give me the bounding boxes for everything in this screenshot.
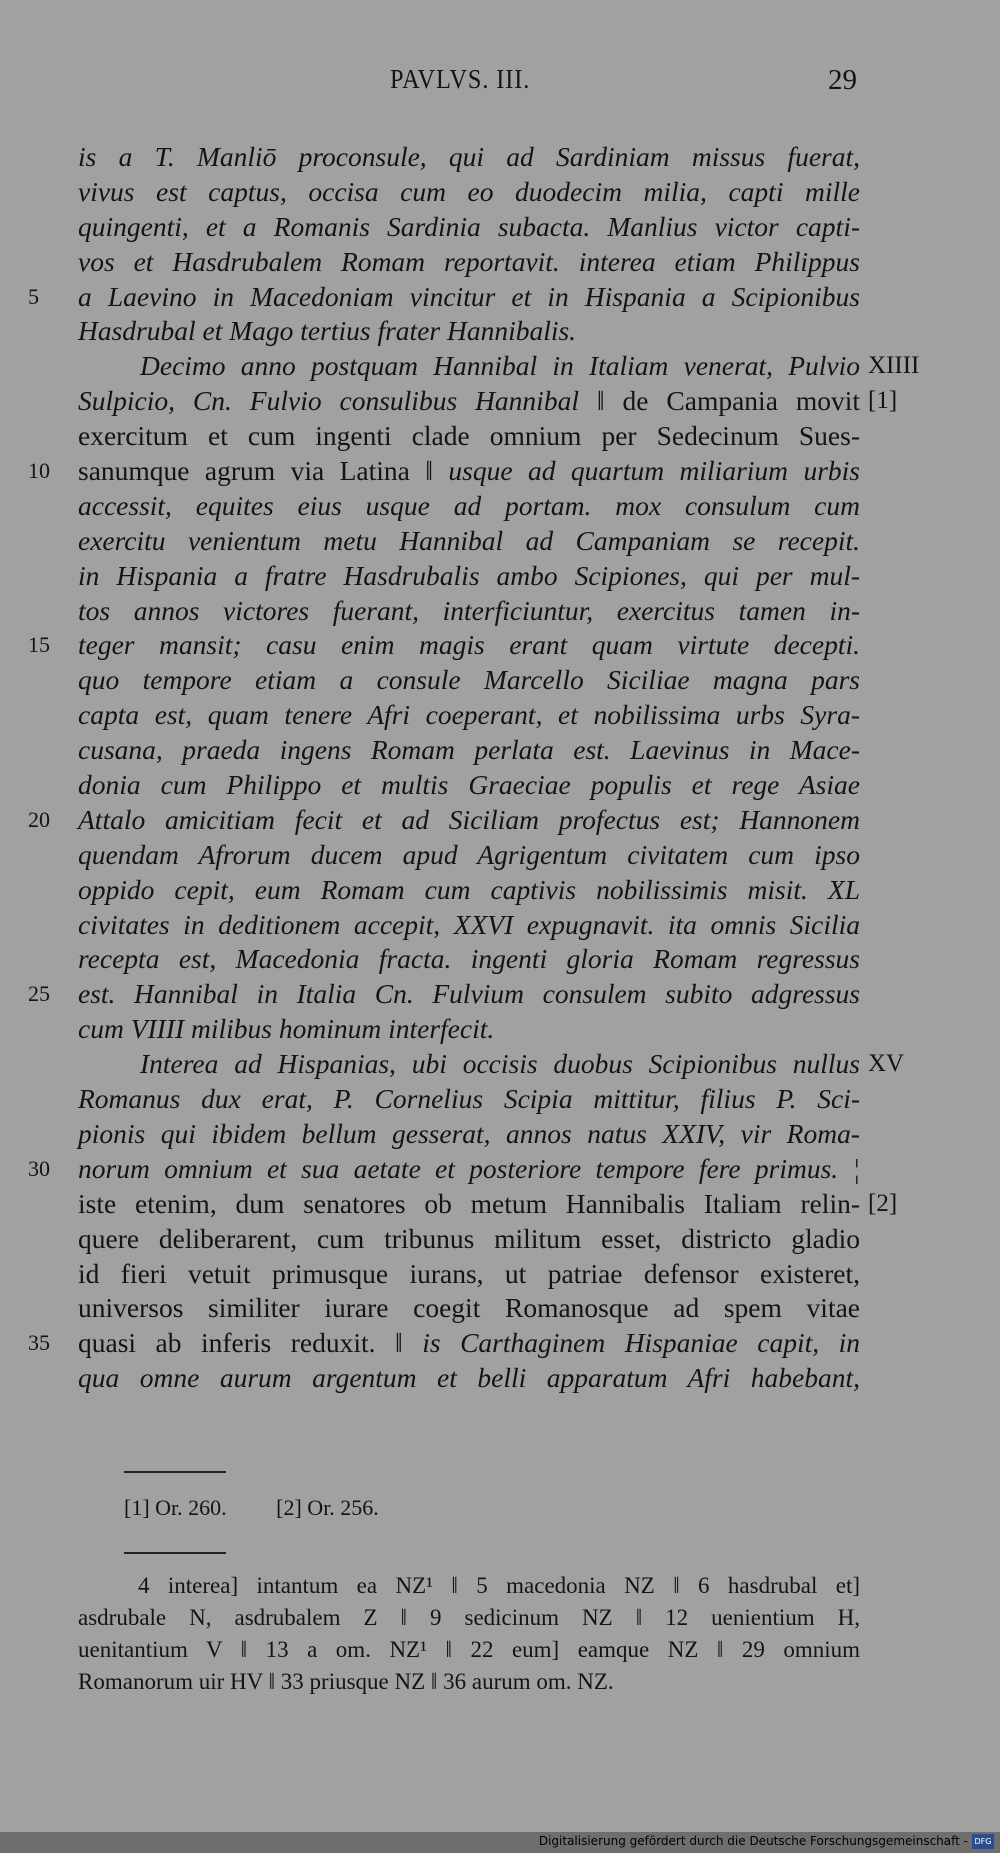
text-line — [0, 803, 1000, 838]
text-line — [0, 838, 1000, 873]
line-text: vivus est captus, occisa cum eo duodecim milia, capti mille — [78, 175, 860, 207]
line-text: pionis qui ibidem bellum gesserat, annos natus XXIV, vir Roma- — [78, 1117, 860, 1149]
text-line — [0, 1361, 1000, 1396]
digitization-footer — [0, 1832, 1000, 1853]
text-line — [0, 908, 1000, 943]
margin-note: [1] — [868, 387, 898, 415]
text-line — [0, 1152, 1000, 1187]
line-number: 5 — [28, 283, 39, 309]
line-text: recepta est, Macedonia fracta. ingenti gloria Romam regressus — [78, 943, 860, 975]
running-header-title: PAVLVS. III. — [390, 64, 531, 94]
line-text: tos annos victores fuerant, interficiuntur, exercitus tamen in- — [78, 594, 860, 626]
line-text: accessit, equites eius usque ad portam. mox consulum cum — [78, 489, 860, 521]
text-line — [0, 942, 1000, 977]
apparatus-line: asdrubale N, asdrubalem Z ‖ 9 sedicinum NZ ‖ 12 uenientium H, — [78, 1605, 860, 1630]
line-text: oppido cepit, eum Romam cum captivis nobilissimis misit. XL — [78, 873, 860, 905]
text-line — [0, 489, 1000, 524]
line-number: 30 — [28, 1155, 50, 1181]
text-line — [0, 1326, 1000, 1361]
text-line — [0, 1291, 1000, 1326]
line-number: 20 — [28, 806, 50, 832]
line-text: exercitum et cum ingenti clade omnium per Sedecinum Sues- — [78, 420, 860, 452]
apparatus-line: 4 interea] intantum ea NZ¹ ‖ 5 macedonia NZ ‖ 6 hasdrubal et] — [138, 1573, 860, 1598]
apparatus-line: Romanorum uir HV ‖ 33 priusque NZ ‖ 36 aurum om. NZ. — [78, 1669, 614, 1694]
line-text: Romanus dux erat, P. Cornelius Scipia mittitur, filius P. Sci- — [78, 1083, 860, 1115]
text-line — [0, 454, 1000, 489]
line-number: 25 — [28, 981, 50, 1007]
line-text: donia cum Philippo et multis Graeciae populis et rege Asiae — [78, 769, 860, 801]
line-text: teger mansit; casu enim magis erant quam virtute decepti. — [78, 629, 860, 661]
line-number: 35 — [28, 1330, 50, 1356]
references — [124, 1495, 423, 1521]
line-text: Attalo amicitiam fecit et ad Siciliam profectus est; Hannonem — [78, 803, 860, 835]
text-line — [0, 977, 1000, 1012]
line-text: Decimo anno postquam Hannibal in Italiam venerat, Pulvio — [140, 350, 860, 382]
critical-apparatus — [78, 1570, 860, 1698]
text-line — [0, 175, 1000, 210]
line-text: a Laevino in Macedoniam vincitur et in Hispania a Scipionibus — [78, 280, 860, 312]
reference-1: [1] Or. 260. — [124, 1495, 227, 1520]
text-line — [0, 245, 1000, 280]
text-line — [0, 349, 1000, 384]
line-text: cusana, praeda ingens Romam perlata est. Laevinus in Mace- — [78, 734, 860, 766]
line-text: quingenti, et a Romanis Sardinia subacta. Manlius victor capti- — [78, 210, 860, 242]
margin-note: [2] — [868, 1189, 898, 1217]
text-line — [0, 873, 1000, 908]
line-text: vos et Hasdrubalem Romam reportavit. interea etiam Philippus — [78, 245, 860, 277]
dfg-logo: DFG — [972, 1834, 994, 1849]
text-line — [0, 768, 1000, 803]
text-line — [0, 314, 1000, 349]
text-line — [0, 280, 1000, 315]
text-line — [0, 140, 1000, 175]
line-text: sanumque agrum via Latina ‖ usque ad quartum miliarium urbis — [78, 455, 860, 487]
line-text: capta est, quam tenere Afri coeperant, et nobilissima urbs Syra- — [78, 699, 860, 731]
apparatus-line: uenitantium V ‖ 13 a om. NZ¹ ‖ 22 eum] eamque NZ ‖ 29 omnium — [78, 1637, 860, 1662]
text-line — [0, 733, 1000, 768]
main-text — [0, 140, 1000, 1396]
text-line — [0, 1187, 1000, 1222]
line-text: quere deliberarent, cum tribunus militum esset, districto gladio — [78, 1222, 860, 1254]
text-line — [0, 524, 1000, 559]
reference-2: [2] Or. 256. — [276, 1495, 379, 1520]
apparatus-separator — [124, 1552, 226, 1554]
text-line — [0, 628, 1000, 663]
line-text: Sulpicio, Cn. Fulvio consulibus Hannibal ‖ de Campania movit — [78, 385, 860, 417]
footer-credit: Digitalisierung gefördert durch die Deutsche Forschungsgemeinschaft - — [538, 1834, 968, 1848]
line-text: universos similiter iurare coegit Romanosque ad spem vitae — [78, 1292, 860, 1324]
line-text: Hasdrubal et Mago tertius frater Hannibalis. — [78, 315, 577, 347]
page-number: 29 — [828, 64, 857, 96]
line-number: 10 — [28, 458, 50, 484]
line-text: exercitu venientum metu Hannibal ad Campaniam se recepit. — [78, 524, 860, 556]
text-line — [0, 698, 1000, 733]
text-line — [0, 663, 1000, 698]
line-text: in Hispania a fratre Hasdrubalis ambo Scipiones, qui per mul- — [78, 559, 860, 591]
line-text: quasi ab inferis reduxit. ‖ is Carthaginem Hispaniae capit, in — [78, 1327, 860, 1359]
line-text: norum omnium et sua aetate et posteriore tempore fere primus. ¦ — [78, 1152, 860, 1184]
line-text: iste etenim, dum senatores ob metum Hannibalis Italiam relin- — [78, 1187, 860, 1219]
text-line — [0, 1222, 1000, 1257]
text-line — [0, 419, 1000, 454]
text-line — [0, 1047, 1000, 1082]
line-text: id fieri vetuit primusque iurans, ut patriae defensor existeret, — [78, 1257, 860, 1289]
text-line — [0, 559, 1000, 594]
line-number: 15 — [28, 632, 50, 658]
line-text: est. Hannibal in Italia Cn. Fulvium consulem subito adgressus — [78, 978, 860, 1010]
text-line — [0, 1082, 1000, 1117]
text-line — [0, 384, 1000, 419]
text-line — [0, 594, 1000, 629]
margin-note: XV — [868, 1050, 905, 1078]
line-text: civitates in deditionem accepit, XXVI expugnavit. ita omnis Sicilia — [78, 908, 860, 940]
line-text: quo tempore etiam a consule Marcello Siciliae magna pars — [78, 664, 860, 696]
line-text: qua omne aurum argentum et belli apparatum Afri habebant, — [78, 1362, 860, 1394]
text-line — [0, 210, 1000, 245]
text-line — [0, 1257, 1000, 1292]
line-text: is a T. Manliō proconsule, qui ad Sardiniam missus fuerat, — [78, 141, 860, 172]
text-line — [0, 1012, 1000, 1047]
line-text: quendam Afrorum ducem apud Agrigentum civitatem cum ipso — [78, 838, 860, 870]
text-line — [0, 1117, 1000, 1152]
footnote-separator — [124, 1471, 226, 1473]
line-text: Interea ad Hispanias, ubi occisis duobus Scipionibus nullus — [140, 1048, 860, 1080]
line-text: cum VIIII milibus hominum interfecit. — [78, 1013, 495, 1045]
margin-note: XIIII — [868, 352, 920, 380]
